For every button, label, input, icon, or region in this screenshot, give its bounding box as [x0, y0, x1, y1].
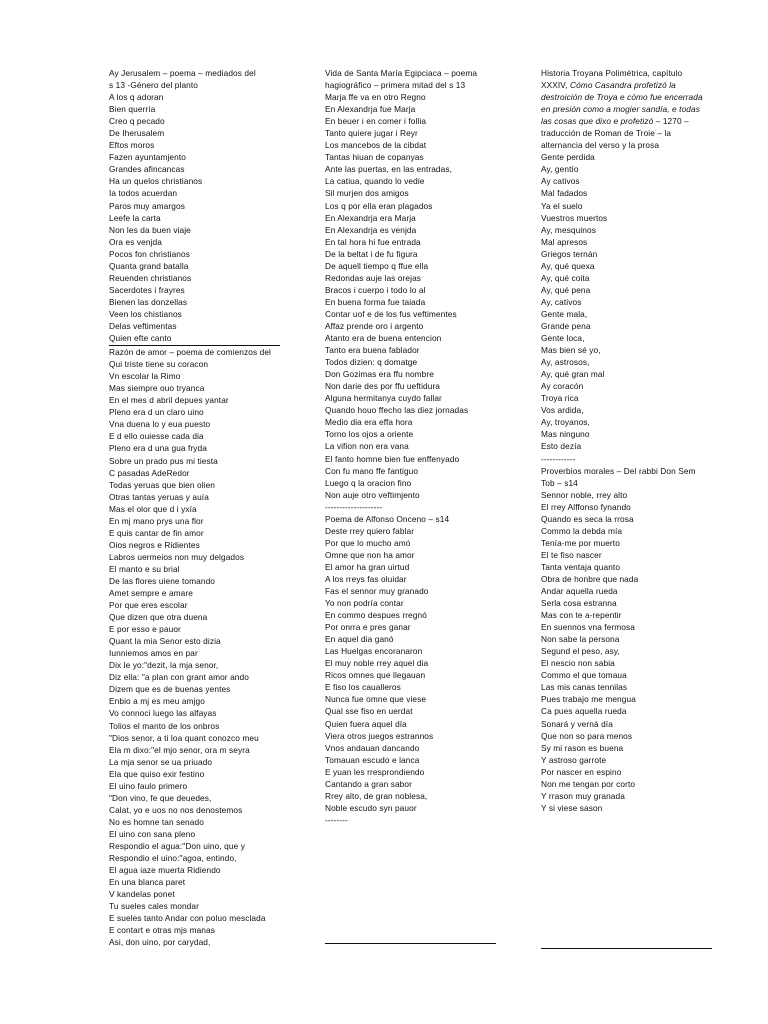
poem-line: Tob – s14 [541, 477, 578, 488]
poem-line: Por onrra e pres ganar [325, 622, 411, 633]
poem-line: E sueles tanto Andar con poluo mesclada [109, 913, 266, 924]
poem-line: Las Huelgas encoranaron [325, 646, 423, 657]
poem-line: Deste rrey quiero fablar [325, 525, 415, 536]
column-middle-footer-rule [325, 943, 496, 944]
poem-line: Pues trabajo me mengua [541, 694, 636, 705]
poem-line: Mas siempre ouo tryanca [109, 383, 205, 394]
poem-line: Ay, troyanos, [541, 417, 590, 428]
poem-line: Mas bien sé yo, [541, 345, 601, 356]
poem-line: Qual sse fiso en uerdat [325, 706, 413, 717]
poem-line: Contar uof e de los fus veftimentes [325, 308, 457, 319]
poem-line: En commo despues rregnó [325, 610, 427, 621]
poem-line: El rrey Alffonso fynando [541, 501, 631, 512]
poem-line: Otras tantas yeruas y auía [109, 491, 209, 502]
poem-line: Proverbios morales – Del rabbi Don Sem [541, 465, 696, 476]
poem-line: Pleno era d una gua fryda [109, 443, 207, 454]
poem-line: E contart e otras mjs manas [109, 925, 215, 936]
poem-line: s 13 -Género del planto [109, 80, 199, 91]
poem-line: alternancia del verso y la prosa [541, 140, 660, 151]
poem-line: En suennos vna fermosa [541, 622, 635, 633]
poem-line: E quis cantar de fin amor [109, 527, 204, 538]
poem-line: C pasadas AdeRedor [109, 467, 190, 478]
poem-line: Ha un quelos christianos [109, 176, 203, 187]
poem-line: La mja senor se ua priuado [109, 756, 213, 767]
poem-line: El manto e su brial [109, 563, 180, 574]
poem-line: Vida de Santa María Egipciaca – poema [325, 68, 478, 78]
poem-line: En buena forma fue taiada [325, 296, 426, 307]
poem-line: Non auje otro veftimjento [325, 489, 420, 500]
poem-line: Quando es seca la rrosa [541, 513, 634, 524]
poem-line: Gente loca, [541, 333, 585, 344]
poem-line: "Dios senor, a ti loa quant conozco meu [109, 732, 259, 743]
poem-line: -------------------- [325, 501, 383, 512]
poem-line: Tanto era buena fablador [325, 345, 420, 356]
poem-line: Diz ella: "a plan con grant amor ando [109, 672, 249, 683]
poem-line: Alguna hermitanya cuydo fallar [325, 393, 442, 404]
poem-line: Amet sempre e amare [109, 588, 193, 599]
poem-line: Los q por ella eran plagados [325, 200, 433, 211]
poem-line: E yuan les rresprondiendo [325, 766, 425, 777]
poem-line: El uino faulo primero [109, 780, 188, 791]
poem-line: Iunniemos amos en par [109, 648, 198, 659]
poem-line: En el mes d abril depues yantar [109, 395, 229, 406]
poem-line: Nunca fue omne que viese [325, 694, 427, 705]
poem-line: Los mancebos de la cibdat [325, 140, 427, 151]
poem-line: Tu sueles cales mondar [109, 901, 199, 912]
poem-line: Pleno era d un claro uino [109, 407, 204, 418]
poem-line: A los q adoran [109, 92, 164, 103]
poem-line: Ca pues aquella rueda [541, 706, 627, 717]
poem-line: El uino con sana pleno [109, 828, 196, 839]
poem-line: Paros muy amargos [109, 200, 185, 211]
poem-line: Dizem que es de buenas yentes [109, 684, 231, 695]
poem-line: Reuenden christianos [109, 272, 192, 283]
poem-line: Fazen ayuntamjento [109, 152, 186, 163]
poem-line: Don Gozimas era ffu nombre [325, 369, 434, 380]
poem-line: Creo q pecado [109, 116, 165, 127]
poem-line: Serla cosa estranna [541, 598, 617, 609]
poem-line: La catiua, quando lo vedie [325, 176, 425, 187]
poem-line: En una blanca paret [109, 877, 186, 888]
poem-line: A los rreys fas oluidar [325, 573, 407, 584]
poem-line: Viera otros juegos estrannos [325, 730, 434, 741]
poem-line: Quanta grand batalla [109, 260, 189, 271]
poem-line: ------------ [541, 453, 576, 464]
poem-line: Respondio el agua:"Don uino, que y [109, 841, 245, 851]
poem-line: E por esso e pauor [109, 624, 181, 635]
poem-line: Sennor noble, rrey alto [541, 489, 628, 500]
poem-line: Esto dezía [541, 441, 582, 452]
poem-line: Segund el peso, asy, [541, 646, 620, 657]
poem-line: Ay, mesquinos [541, 224, 596, 235]
poem-line: Dix le yo:"dezit, la mja senor, [109, 660, 219, 671]
poem-line: Enbio a mj es meu amjgo [109, 696, 205, 707]
poem-line: El nescio non sabia [541, 658, 615, 669]
poem-line: Omne que non ha amor [325, 549, 415, 560]
poem-line: De las flores uiene tomando [109, 575, 216, 586]
poem-line: Tenía-me por muerto [541, 537, 620, 548]
poem-line: "Don vino, fe que deuedes, [109, 792, 212, 803]
poem-line: Grande pena [541, 320, 591, 331]
poem-line: La vifion non era vana [325, 441, 409, 452]
poem-line: Y si viese sason [541, 802, 603, 813]
poem-line: Fas el sennor muy granado [325, 586, 429, 597]
poem-line: Veen los chistianos [109, 308, 182, 319]
poem-line: El muy noble rrey aquel dia [325, 658, 429, 669]
poem-line: Leefe la carta [109, 212, 161, 223]
poem-line: El agua iaze muerta Ridiendo [109, 865, 221, 876]
poem-line: Ela que quiso exir festino [109, 768, 205, 779]
poem-line: Quien efte canto [109, 333, 172, 344]
poem-line: Mas con te a-repentir [541, 610, 622, 621]
poem-line: Bienen las donzellas [109, 296, 188, 307]
poem-line: Marja ffe va en otro Regno [325, 92, 426, 103]
poem-line: Quant la mia Senor esto dizia [109, 636, 221, 647]
poem-line: Luego q la oracion fino [325, 477, 412, 488]
poem-line: Mal apresos [541, 236, 588, 247]
poem-line: Vnos andauan dancando [325, 742, 420, 753]
poem-line: Vo connoci luego las alfayas [109, 708, 217, 719]
poem-line: Todos dizien: q domatge [325, 357, 418, 368]
poem-line: Tomauan escudo e lanca [325, 754, 420, 765]
poem-line: Cantando a gran sabor [325, 778, 412, 789]
poem-line: Eftos moros [109, 140, 155, 151]
poem-line: Ay, qué gran mal [541, 369, 605, 380]
poem-line: Todas yeruas que bien olien [109, 479, 216, 490]
poem-line: Rrey alto, de gran noblesa, [325, 790, 428, 801]
poem-line: Que dizen que otra duena [109, 612, 208, 623]
poem-line: Vos ardida, [541, 405, 584, 416]
poem-line: Mas el olor que d i yxía [109, 503, 197, 514]
poem-line: traducción de Roman de Troie – la [541, 128, 672, 139]
poem-line: Commo la debda mía [541, 525, 623, 536]
poem-line: Ay, cativos [541, 296, 582, 307]
column-left [109, 67, 291, 948]
poem-line: Troya rica [541, 393, 579, 404]
poem-line: hagiográfico – primera mitad del s 13 [325, 80, 466, 91]
poem-line: En mj mano prys una flor [109, 515, 204, 526]
poem-line: Ay, qué coita [541, 272, 590, 283]
poem-line: En Alexandrja fue Marja [325, 104, 416, 115]
poem-line: Gente mala, [541, 308, 588, 319]
poem-line: Bracos i cuerpo i todo lo al [325, 284, 426, 295]
poem-line: De aquell tiempo q ffue ella [325, 260, 429, 271]
poem-line: Ricos omnes que llegauan [325, 670, 426, 681]
poem-line: XXXIV, Cómo Casandra profetizó la [541, 80, 676, 91]
poem-line: Non me tengan por corto [541, 778, 636, 789]
poem-line: destroición de Troya e cómo fue encerrada [541, 92, 703, 103]
poem-line: Commo el que tomaua [541, 670, 627, 681]
column-right-footer-rule [541, 948, 712, 949]
poem-line: Con fu mano ffe fantiguo [325, 465, 419, 476]
poem-line: Sil murjen dos amigos [325, 188, 409, 199]
poem-line: Historia Troyana Polimétrica, capítulo [541, 68, 683, 78]
poem-line: V kandelas ponet [109, 889, 175, 900]
poem-line: Calat, yo e uos no nos denostemos [109, 804, 243, 815]
poem-line: Vuestros muertos [541, 212, 608, 223]
poem-line: Bien querría [109, 104, 156, 115]
poem-line: E d ello ouiesse cada dia [109, 431, 204, 442]
poem-line: Labros uermeios non muy delgados [109, 551, 245, 562]
poem-line: Ia todos acuerdan [109, 188, 178, 199]
poem-line: Oios negros e Ridientes [109, 539, 200, 550]
poem-line: -------- [325, 814, 348, 825]
poem-line: Asi, don uino, por carydad, [109, 937, 211, 948]
poem-line: Ay Jerusalem – poema – mediados del [109, 68, 256, 78]
poem-line: Por que lo mucho amó [325, 537, 411, 548]
poem-line: El te fiso nascer [541, 549, 602, 560]
poem-line: El amor ha gran uirtud [325, 561, 410, 572]
poem-line: Ay, astrosos, [541, 357, 590, 368]
poem-line: en presión como a mogier sandía, e todas [541, 104, 700, 115]
poem-line: Yo non podría contar [325, 598, 404, 609]
poem-line: De la beltat i de fu figura [325, 248, 418, 259]
poem-line: Obra de honbre que nada [541, 573, 639, 584]
poem-line: Poema de Alfonso Onceno – s14 [325, 513, 450, 524]
poem-line: Sobre un prado pus mi tiesta [109, 455, 218, 466]
poem-line: Por nascer en espino [541, 766, 622, 777]
poem-line: Atanto era de buena entencion [325, 333, 442, 344]
poem-line: Qui triste tiene su coracon [109, 359, 209, 370]
poem-line: Delas veftimentas [109, 320, 177, 331]
poem-line: El fanto homne bien fue enffenyado [325, 453, 460, 464]
poem-line: En beuer i en comer i follia [325, 116, 427, 127]
poem-line: Ay, gentío [541, 164, 579, 175]
poem-line: Ya el suelo [541, 200, 583, 211]
poem-line: En tal hora hi fue entrada [325, 236, 421, 247]
poem-line: Las mis canas tennilas [541, 682, 628, 693]
poem-line: Vna duena lo y eua puesto [109, 419, 211, 430]
poem-line: En Alexandrja era Marja [325, 212, 416, 223]
poem-line: Andar aquella rueda [541, 586, 618, 597]
poem-line: Gente perdida [541, 152, 595, 163]
poem-line: Sy mi rason es buena [541, 742, 624, 753]
poem-line: Sacerdotes i frayres [109, 284, 185, 295]
poem-line: Torno los ojos a oriente [325, 429, 414, 440]
poem-line: Respondio el uino:"agoa, entindo, [109, 853, 237, 864]
poem-line: Vn escolar la Rimo [109, 371, 181, 382]
poem-line: E fiso los caualleros [325, 682, 401, 693]
poem-line: Affaz prende oro i argento [325, 320, 424, 331]
poem-line: Mal fadados [541, 188, 588, 199]
poem-line: Ay cativos [541, 176, 580, 187]
poem-line: Que non so para menos [541, 730, 633, 741]
poem-line: Tanto quiere jugar i Reyr [325, 128, 418, 139]
poem-line: Ante las puertas, en las entradas, [325, 164, 453, 175]
poem-line: Pocos fon christianos [109, 248, 190, 259]
poem-line: Grandes afincancas [109, 164, 185, 175]
poem-line: las cosas que dixo e profetizó – 1270 – [541, 116, 689, 127]
poem-line: Non sabe la persona [541, 634, 620, 645]
poem-line: De Iherusalem [109, 128, 165, 139]
poem-line: Razón de amor – poema de comienzos del [109, 347, 271, 358]
column-right [541, 67, 721, 814]
poem-line: Sonará y vernà día [541, 718, 613, 729]
poem-line: Redondas auje las orejas [325, 272, 422, 283]
poem-line: Non les da buen viaje [109, 224, 191, 235]
poem-line: Por que eres escolar [109, 600, 188, 611]
poem-line: Quien fuera aquel día [325, 718, 407, 729]
poem-line: Ora es venjda [109, 236, 162, 247]
poem-line: Non darie des por ffu ueftidura [325, 381, 441, 392]
poem-line: Griegos ternán [541, 248, 598, 259]
poem-line: Ela m dixo:"el mjo senor, ora m seyra [109, 744, 250, 755]
poem-line: Tantas hiuan de copanyas [325, 152, 424, 163]
poem-line: Tolios el manto de los onbros [109, 720, 220, 731]
poem-line: En Alexandrja es venjda [325, 224, 417, 235]
poem-line: Quando houo ffecho las diez jornadas [325, 405, 469, 416]
column-middle [325, 67, 505, 826]
poem-line: Ay, qué pena [541, 284, 591, 295]
poem-line: No es homne tan senado [109, 816, 204, 827]
poem-line: Mas ninguno [541, 429, 590, 440]
poem-line: Y rrason muy granada [541, 790, 625, 801]
poem-line: Y astroso garrote [541, 754, 607, 765]
poem-line: Ay coracón [541, 381, 584, 392]
poem-line: Tanta ventaja quanto [541, 561, 621, 572]
poem-line: Ay, qué quexa [541, 260, 595, 271]
poem-line: En aquel dia ganó [325, 634, 394, 645]
poem-line: Noble escudo syn pauor [325, 802, 417, 813]
poem-line: Medio dia era effa hora [325, 417, 413, 428]
